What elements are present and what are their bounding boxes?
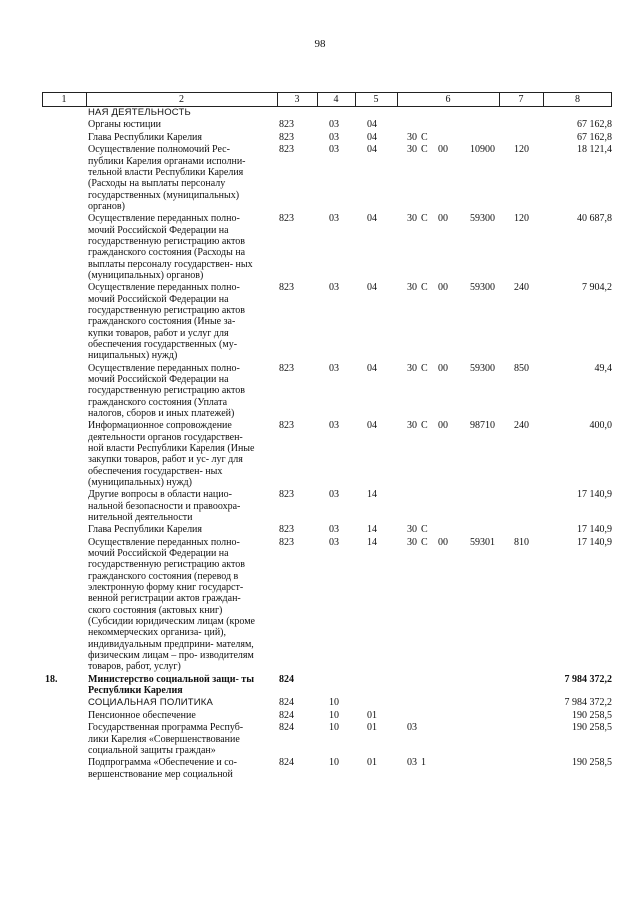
cell-c6b: С — [421, 131, 428, 143]
cell-c5: 01 — [367, 757, 377, 769]
cell-c6a: 30 — [407, 282, 417, 294]
cell-c5: 04 — [367, 119, 377, 131]
cell-c8: 7 904,2 — [582, 282, 612, 294]
cell-c5: 04 — [367, 213, 377, 225]
cell-c8: 67 162,8 — [577, 119, 612, 131]
table-row — [42, 363, 612, 419]
cell-c3: 823 — [279, 282, 294, 294]
row-description: Органы юстиции — [88, 119, 162, 131]
cell-c5: 04 — [367, 131, 377, 143]
row-description: Глава Республики Карелия — [88, 131, 203, 143]
cell-c6d: 59301 — [470, 536, 495, 548]
cell-c5: 14 — [367, 536, 377, 548]
row-description: Министерство социальной защи- ты Республики Карелия — [88, 673, 255, 696]
cell-c6b: С — [421, 144, 428, 156]
table-row — [42, 107, 612, 118]
cell-c7: 850 — [514, 362, 529, 374]
row-description: Осуществление переданных полно- мочий Российской Федерации на государственную регистрацию актов гражданского состояния (Расходы на выплаты персоналу государствен- ных (муниципальных) органов) — [88, 213, 253, 281]
cell-c7: 240 — [514, 282, 529, 294]
cell-c6d: 59300 — [470, 213, 495, 225]
cell-c6d: 10900 — [470, 144, 495, 156]
cell-c4: 10 — [329, 722, 339, 734]
cell-c3: 824 — [279, 697, 294, 709]
cell-c6d: 98710 — [470, 420, 495, 432]
cell-c8: 17 140,9 — [577, 489, 612, 501]
cell-c3: 823 — [279, 524, 294, 536]
table-row — [42, 420, 612, 488]
row-description: СОЦИАЛЬНАЯ ПОЛИТИКА — [88, 697, 214, 709]
cell-c6a: 30 — [407, 131, 417, 143]
table-row — [42, 282, 612, 361]
cell-c8: 18 121,4 — [577, 144, 612, 156]
cell-c8: 190 258,5 — [572, 757, 612, 769]
cell-c4: 10 — [329, 697, 339, 709]
row-description: Осуществление переданных полно- мочий Российской Федерации на государственную регистрацию актов гражданского состояния (Иные за- купки товаров, работ и услуг для обеспечения государственных (му- ниципальных) нужд) — [88, 282, 245, 362]
cell-c3: 823 — [279, 213, 294, 225]
cell-c5: 01 — [367, 709, 377, 721]
cell-c7: 810 — [514, 536, 529, 548]
header-col-7: 7 — [518, 94, 524, 105]
cell-c8: 40 687,8 — [577, 213, 612, 225]
cell-c6a: 03 — [407, 757, 417, 769]
row-description: Осуществление полномочий Рес- публики Карелия органами исполни- тельной власти Республики Карелия (Расходы на выплаты персоналу государственных (муниципальных) органов) — [88, 144, 246, 212]
table-row — [42, 710, 612, 721]
cell-c6a: 30 — [407, 524, 417, 536]
cell-c5: 04 — [367, 282, 377, 294]
cell-c8: 49,4 — [594, 362, 612, 374]
cell-c6b: С — [421, 282, 428, 294]
cell-num: 18. — [45, 673, 58, 685]
cell-c4: 03 — [329, 489, 339, 501]
cell-c5: 01 — [367, 722, 377, 734]
header-col-2: 2 — [179, 94, 184, 105]
cell-c4: 03 — [329, 536, 339, 548]
cell-c6d: 59300 — [470, 282, 495, 294]
cell-c6c: 00 — [438, 213, 448, 225]
cell-c3: 823 — [279, 420, 294, 432]
table-row — [42, 697, 612, 708]
row-description: НАЯ ДЕЯТЕЛЬНОСТЬ — [88, 107, 191, 118]
cell-c4: 03 — [329, 144, 339, 156]
cell-c3: 824 — [279, 673, 294, 685]
row-description: Другие вопросы в области нацио- нальной безопасности и правоохра- нительной деятельности — [88, 489, 241, 523]
cell-c6a: 30 — [407, 213, 417, 225]
header-col-1: 1 — [61, 94, 67, 105]
table-row — [42, 757, 612, 780]
cell-c6b: 1 — [421, 757, 426, 769]
cell-c6c: 00 — [438, 362, 448, 374]
table-row — [42, 524, 612, 535]
cell-c5: 04 — [367, 144, 377, 156]
cell-c8: 400,0 — [589, 420, 612, 432]
cell-c6d: 59300 — [470, 362, 495, 374]
cell-c8: 67 162,8 — [577, 131, 612, 143]
cell-c3: 824 — [279, 709, 294, 721]
row-description: Подпрограмма «Обеспечение и со- вершенствование мер социальной — [88, 757, 238, 780]
budget-table — [42, 92, 612, 781]
table-row — [42, 213, 612, 281]
header-col-3: 3 — [294, 94, 300, 105]
cell-c3: 823 — [279, 489, 294, 501]
cell-c7: 120 — [514, 144, 529, 156]
cell-c3: 823 — [279, 131, 294, 143]
table-row — [42, 489, 612, 523]
cell-c5: 14 — [367, 489, 377, 501]
cell-c6b: С — [421, 536, 428, 548]
cell-c6b: С — [421, 213, 428, 225]
cell-c6a: 30 — [407, 420, 417, 432]
cell-c8: 17 140,9 — [577, 524, 612, 536]
row-description: Государственная программа Респуб- лики Карелия «Совершенствование социальной защиты граждан» — [88, 722, 244, 756]
cell-c5: 04 — [367, 362, 377, 374]
table-row — [42, 722, 612, 756]
cell-c6a: 03 — [407, 722, 417, 734]
header-col-5: 5 — [373, 94, 379, 105]
cell-c8: 190 258,5 — [572, 722, 612, 734]
row-description: Осуществление переданных полно- мочий Российской Федерации на государственную регистрацию актов гражданского состояния (перевод в электронную форму книг государст- венной регистрации актов граждан- ского состояния (актовых книг) (Субсидии юридическим лицам (кроме некоммерческих организа- ций), индивидуальным предприни- мателям, физическим лицам – про- изводителям товаров, работ, услуг) — [88, 536, 255, 673]
cell-c6c: 00 — [438, 144, 448, 156]
page-number: 98 — [314, 38, 326, 50]
cell-c3: 823 — [279, 536, 294, 548]
cell-c3: 823 — [279, 362, 294, 374]
cell-c7: 120 — [514, 213, 529, 225]
cell-c8: 17 140,9 — [577, 536, 612, 548]
cell-c3: 824 — [279, 757, 294, 769]
cell-c6c: 00 — [438, 282, 448, 294]
cell-c6a: 30 — [407, 144, 417, 156]
cell-c6b: С — [421, 362, 428, 374]
cell-c6c: 00 — [438, 420, 448, 432]
cell-c6a: 30 — [407, 362, 417, 374]
cell-c4: 10 — [329, 709, 339, 721]
cell-c8: 7 984 372,2 — [564, 697, 612, 709]
cell-c3: 824 — [279, 722, 294, 734]
cell-c6c: 00 — [438, 536, 448, 548]
cell-c4: 03 — [329, 524, 339, 536]
cell-c8: 190 258,5 — [572, 709, 612, 721]
cell-c3: 823 — [279, 144, 294, 156]
cell-c6b: С — [421, 420, 428, 432]
header-col-6: 6 — [445, 94, 451, 105]
row-description: Информационное сопровождение деятельности органов государствен- ной власти Республики Карелия (Иные закупки товаров, работ и ус- луг для обеспечения государствен- ных (муниципальных) нужд) — [88, 420, 255, 488]
cell-c5: 04 — [367, 420, 377, 432]
table-row — [42, 119, 612, 130]
cell-c4: 03 — [329, 131, 339, 143]
header-col-8: 8 — [575, 94, 580, 105]
table-row — [42, 674, 612, 697]
row-description: Глава Республики Карелия — [88, 524, 203, 536]
table-row — [42, 537, 612, 673]
table-body — [42, 107, 612, 780]
cell-c5: 14 — [367, 524, 377, 536]
cell-c7: 240 — [514, 420, 529, 432]
cell-c6b: С — [421, 524, 428, 536]
cell-c8: 7 984 372,2 — [564, 673, 612, 685]
cell-c4: 03 — [329, 282, 339, 294]
cell-c6a: 30 — [407, 536, 417, 548]
row-description: Осуществление переданных полно- мочий Российской Федерации на государственную регистрацию актов гражданского состояния (Уплата налогов, сборов и иных платежей) — [88, 362, 245, 419]
cell-c4: 03 — [329, 420, 339, 432]
cell-c4: 10 — [329, 757, 339, 769]
table-row — [42, 132, 612, 143]
table-header — [42, 92, 612, 107]
header-col-4: 4 — [333, 94, 339, 105]
cell-c3: 823 — [279, 119, 294, 131]
cell-c4: 03 — [329, 119, 339, 131]
row-description: Пенсионное обеспечение — [88, 709, 196, 721]
table-row — [42, 144, 612, 212]
cell-c4: 03 — [329, 213, 339, 225]
cell-c4: 03 — [329, 362, 339, 374]
